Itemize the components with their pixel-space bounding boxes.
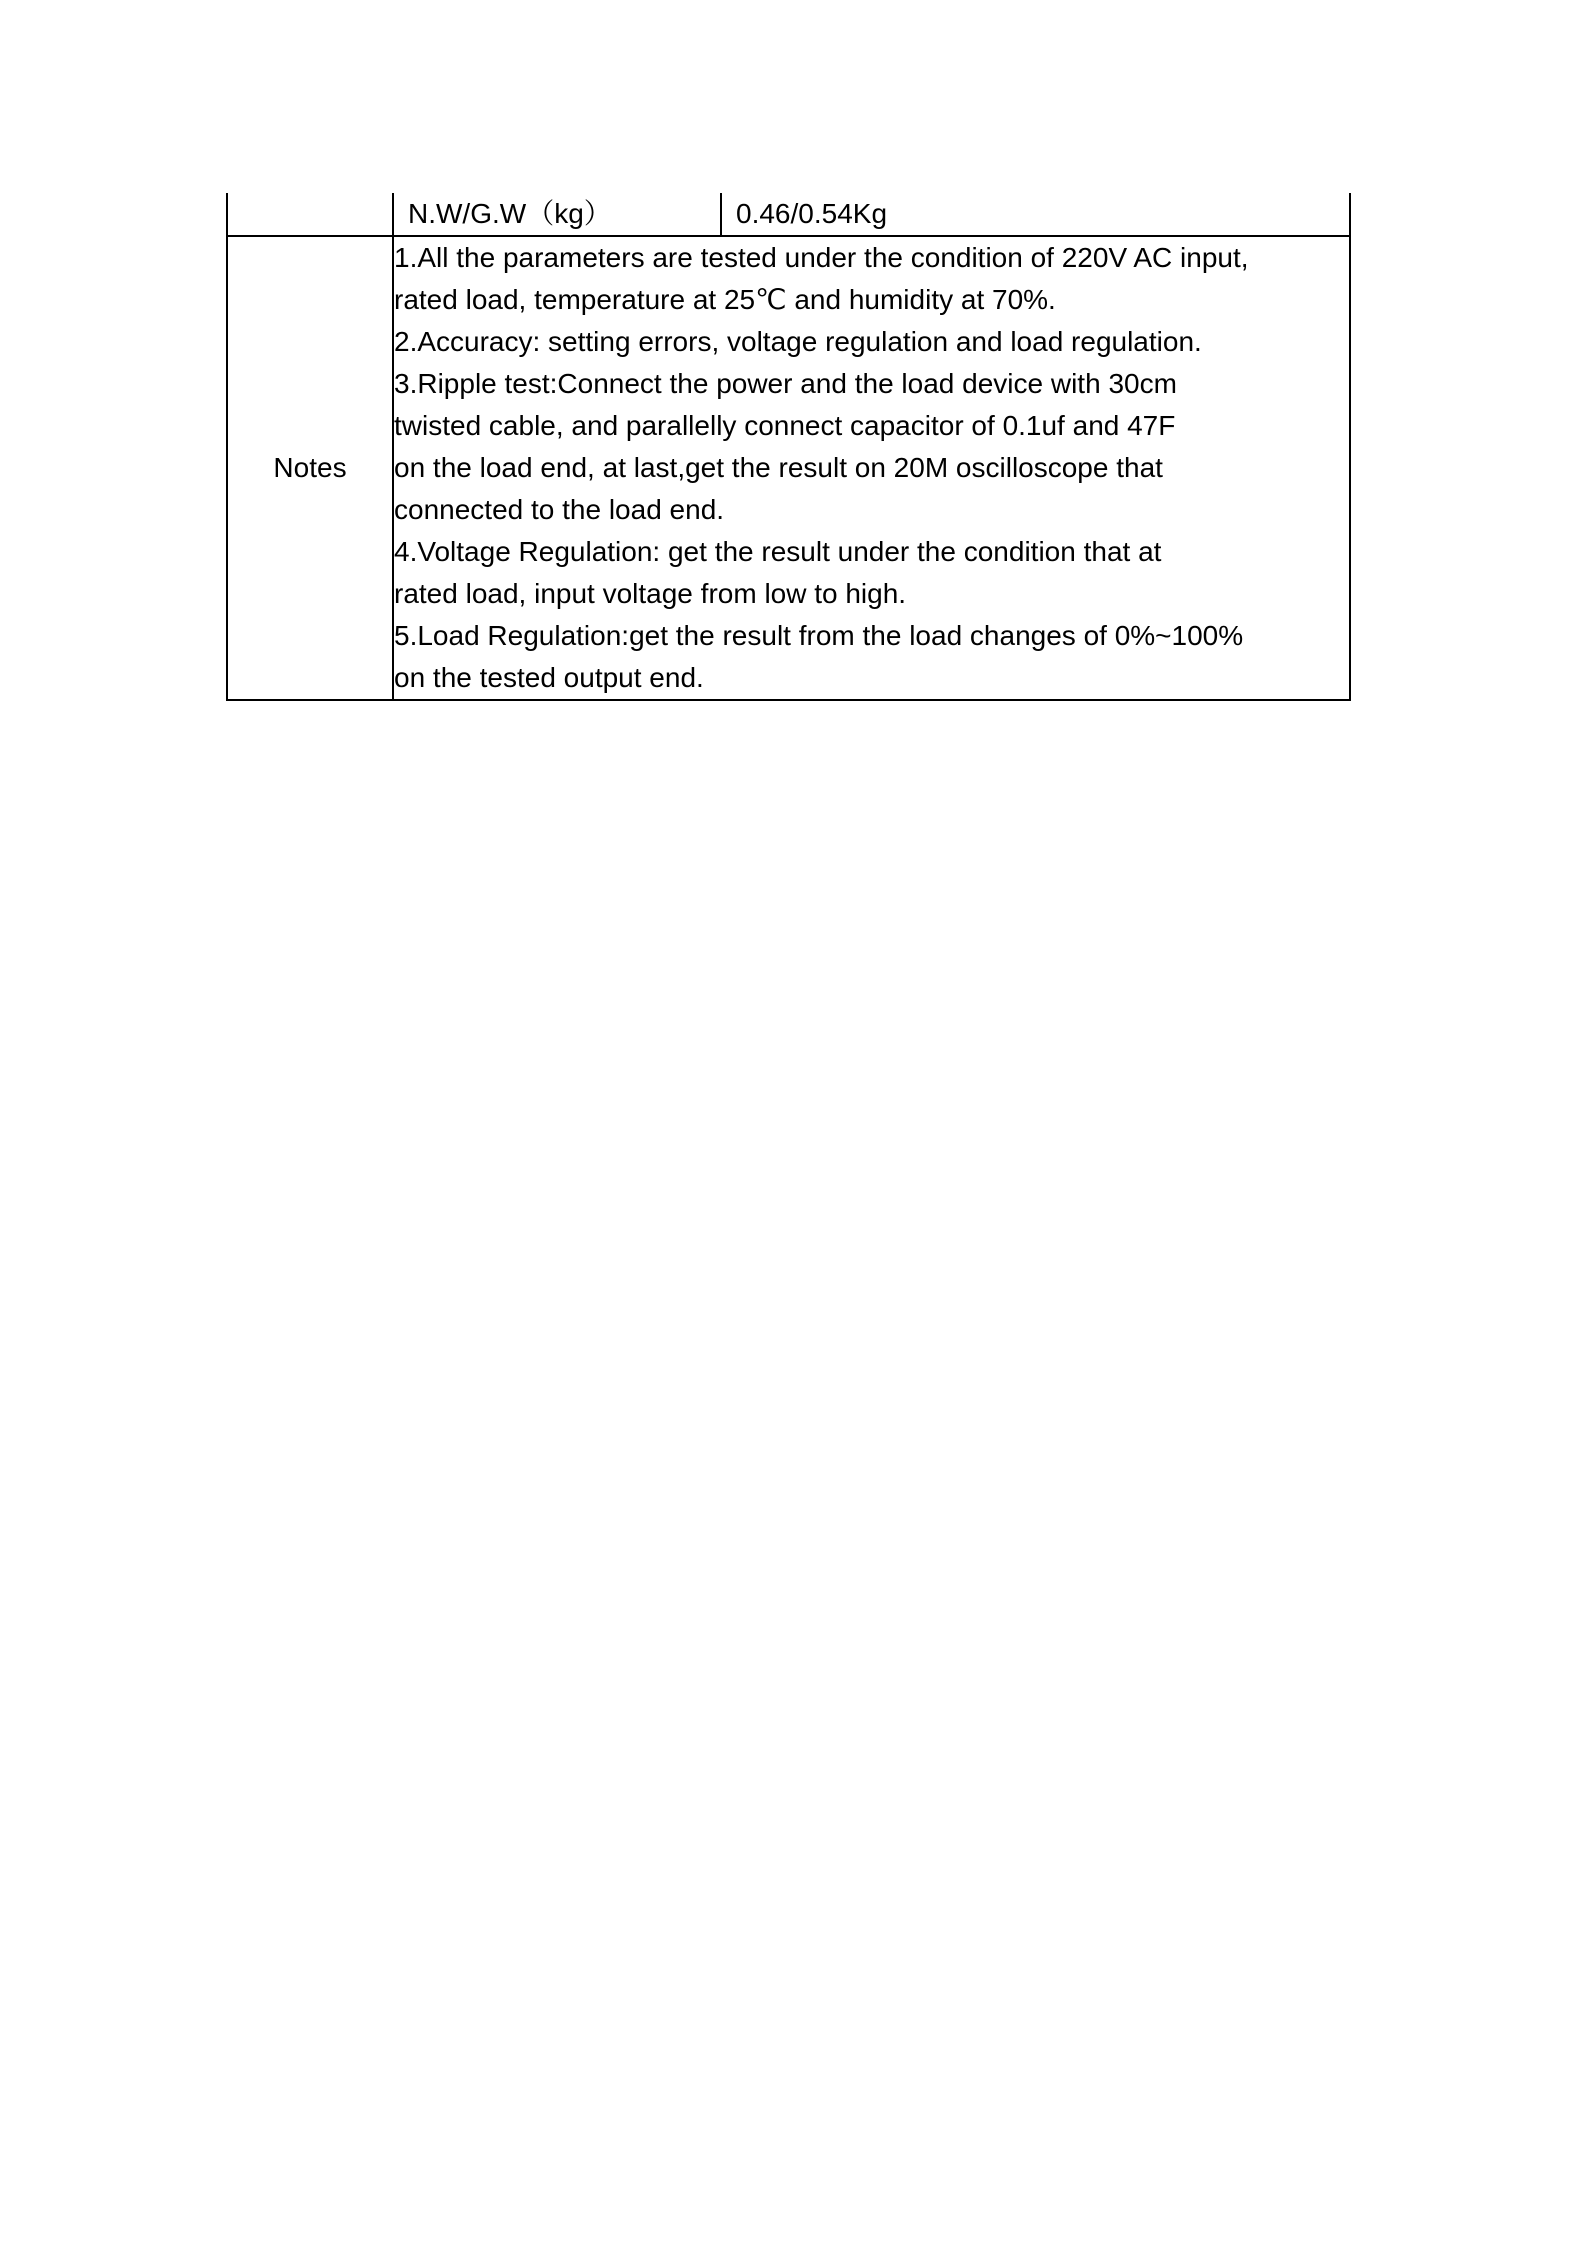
note-line: rated load, temperature at 25℃ and humidity at 70%.: [394, 284, 1056, 315]
weight-value: 0.46/0.54Kg: [721, 193, 1350, 236]
note-line: 4.Voltage Regulation: get the result under the condition that at: [394, 536, 1162, 567]
notes-row: [227, 236, 1350, 700]
empty-label-cell: [227, 193, 393, 236]
notes-body: [393, 236, 1350, 700]
note-line: on the tested output end.: [394, 662, 704, 693]
weight-label: N.W/G.W（kg）: [393, 193, 721, 236]
note-line: 5.Load Regulation:get the result from the load changes of 0%~100%: [394, 620, 1244, 651]
note-line: on the load end, at last,get the result on 20M oscilloscope that: [394, 452, 1163, 483]
note-line: 2.Accuracy: setting errors, voltage regulation and load regulation.: [394, 326, 1202, 357]
weight-row: [227, 193, 1350, 236]
notes-label: Notes: [227, 236, 393, 700]
note-line: 3.Ripple test:Connect the power and the load device with 30cm: [394, 368, 1177, 399]
note-line: rated load, input voltage from low to high.: [394, 578, 907, 609]
spec-table: [226, 193, 1351, 701]
note-line: connected to the load end.: [394, 494, 725, 525]
note-line: 1.All the parameters are tested under the condition of 220V AC input,: [394, 242, 1249, 273]
note-line: twisted cable, and parallelly connect capacitor of 0.1uf and 47F: [394, 410, 1176, 441]
